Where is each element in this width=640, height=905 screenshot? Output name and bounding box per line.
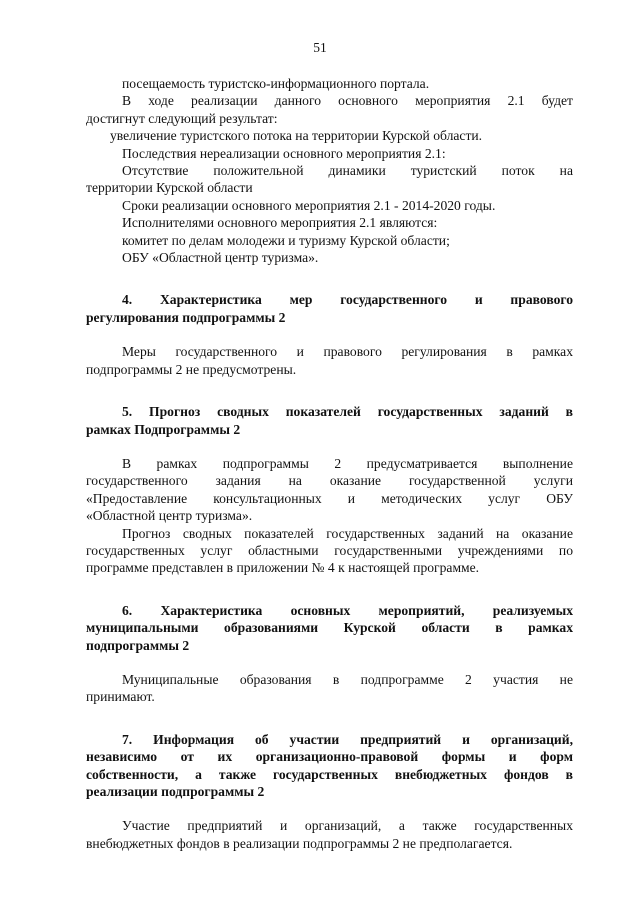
section-heading-7-cont: собственности, а также государственных внебюджетных фондов в — [86, 766, 573, 782]
paragraph: «Предоставление консультационных и методических услуг ОБУ — [86, 490, 573, 506]
paragraph: Отсутствие положительной динамики туристский поток на — [122, 163, 573, 179]
section-heading-5: 5. Прогноз сводных показателей государственных заданий в — [122, 404, 573, 420]
paragraph: подпрограммы 2 не предусмотрены. — [86, 361, 297, 377]
section-heading-6-cont: подпрограммы 2 — [86, 637, 190, 653]
document-body — [86, 75, 573, 852]
paragraph: Исполнителями основного мероприятия 2.1 являются: — [122, 215, 438, 231]
section-heading-5-cont: рамках Подпрограммы 2 — [86, 421, 241, 437]
paragraph: Прогноз сводных показателей государственных заданий на оказание — [122, 525, 573, 541]
paragraph: комитет по делам молодежи и туризму Курской области; — [122, 232, 450, 248]
paragraph: В рамках подпрограммы 2 предусматривается выполнение — [122, 455, 573, 471]
paragraph: В ходе реализации данного основного мероприятия 2.1 будет — [122, 93, 573, 109]
page-number: 51 — [313, 40, 327, 55]
paragraph: территории Курской области — [86, 180, 253, 196]
paragraph: достигнут следующий результат: — [86, 110, 278, 126]
section-heading-7-cont: реализации подпрограммы 2 — [86, 784, 265, 799]
section-heading-7: 7. Информация об участии предприятий и организаций, — [122, 731, 573, 747]
section-heading-6: 6. Характеристика основных мероприятий, реализуемых — [122, 602, 573, 618]
paragraph: Участие предприятий и организаций, а также государственных — [122, 818, 573, 834]
section-heading-4-cont: регулирования подпрограммы 2 — [86, 309, 286, 325]
paragraph: Муниципальные образования в подпрограмме 2 участия не — [122, 671, 573, 687]
paragraph: государственных услуг областными государственными учреждениями по — [86, 542, 573, 558]
section-heading-6-cont: муниципальными образованиями Курской области в рамках — [86, 620, 573, 636]
paragraph: Меры государственного и правового регулирования в рамках — [122, 344, 573, 360]
paragraph: принимают. — [86, 689, 155, 705]
paragraph: Последствия нереализации основного мероприятия 2.1: — [122, 145, 446, 161]
paragraph: посещаемость туристско-информационного портала. — [122, 76, 430, 91]
paragraph: «Областной центр туризма». — [86, 508, 253, 524]
paragraph: программе представлен в приложении № 4 к настоящей программе. — [86, 560, 480, 576]
paragraph: Сроки реализации основного мероприятия 2.1 - 2014-2020 годы. — [122, 197, 496, 213]
paragraph: внебюджетных фондов в реализации подпрограммы 2 не предполагается. — [86, 835, 513, 851]
paragraph: государственного задания на оказание государственной услуги — [86, 473, 573, 489]
paragraph: ОБУ «Областной центр туризма». — [122, 250, 319, 266]
section-heading-7-cont: независимо от их организационно-правовой формы и форм — [86, 749, 573, 765]
paragraph: увеличение туристского потока на территории Курской области. — [110, 128, 483, 144]
section-heading-4: 4. Характеристика мер государственного и правового — [122, 292, 573, 308]
